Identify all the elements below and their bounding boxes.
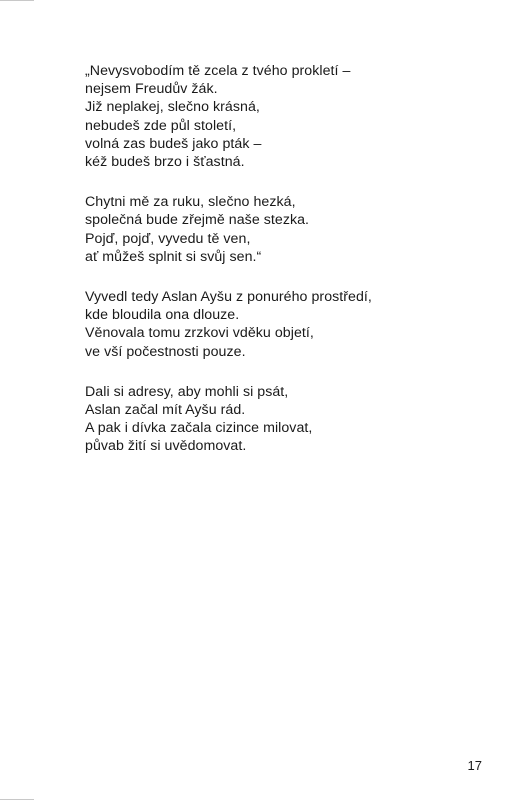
stanza-1 xyxy=(85,62,485,171)
stanza-4 xyxy=(85,383,485,456)
poem-line: A pak i dívka začala cizince milovat, xyxy=(85,420,313,437)
stanza-2 xyxy=(85,193,485,266)
stanza-3 xyxy=(85,288,485,361)
poem-line: volná zas budeš jako pták – xyxy=(85,135,262,152)
poem-line: Věnovala tomu zrzkovi vděku objetí, xyxy=(85,325,314,342)
poem-line: „Nevysvobodím tě zcela z tvého prokletí – xyxy=(85,63,351,79)
poem-line: ve vší počestnosti pouze. xyxy=(85,343,246,360)
poem-body xyxy=(85,62,485,478)
poem-line: ať můžeš splnit si svůj sen.“ xyxy=(85,248,262,265)
poem-line: nebudeš zde půl století, xyxy=(85,117,237,134)
poem-line: Vyvedl tedy Aslan Ayšu z ponurého prostředí, xyxy=(85,289,372,306)
page-number: 17 xyxy=(467,758,482,773)
poem-line: Již neplakej, slečno krásná, xyxy=(85,99,260,116)
poem-line: Aslan začal mít Ayšu rád. xyxy=(85,402,246,419)
poem-line: společná bude zřejmě naše stezka. xyxy=(85,212,310,229)
poem-line: Chytni mě za ruku, slečno hezká, xyxy=(85,194,296,211)
poem-line: Dali si adresy, aby mohli si psát, xyxy=(85,383,289,400)
poem-line: kéž budeš brzo i šťastná. xyxy=(85,154,245,171)
poem-line: kde bloudila ona dlouze. xyxy=(85,307,240,324)
crop-mark-top xyxy=(0,0,34,1)
poem-line: nejsem Freudův žák. xyxy=(85,81,218,98)
poem-line: půvab žití si uvědomovat. xyxy=(85,438,247,455)
poem-line: Pojď, pojď, vyvedu tě ven, xyxy=(85,230,251,247)
